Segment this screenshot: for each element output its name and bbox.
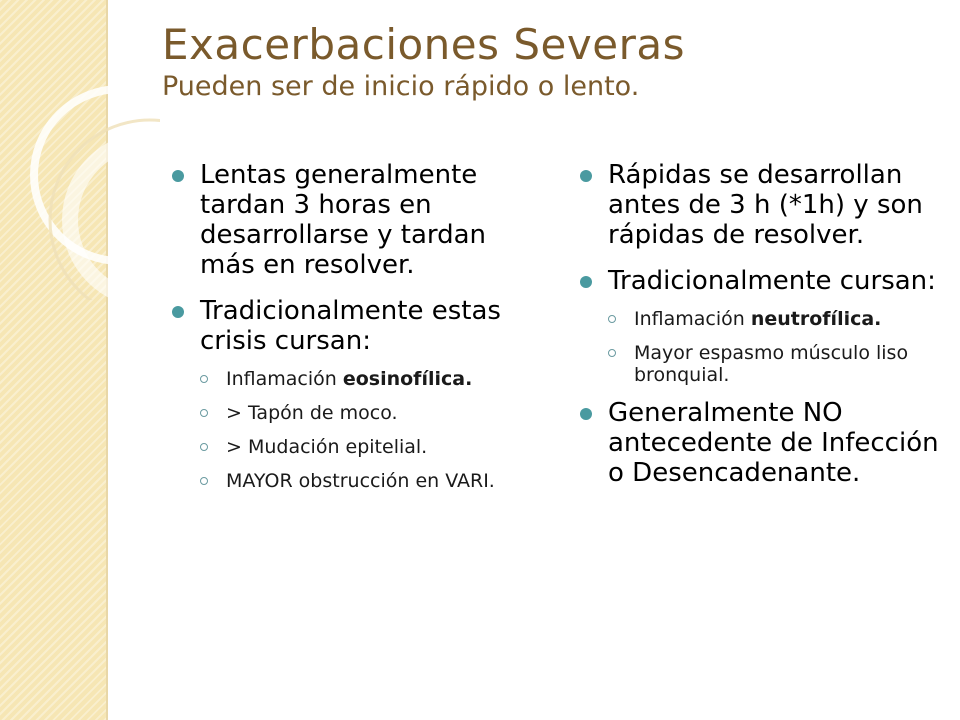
sub-bullet-text: Inflamación	[226, 368, 343, 390]
sub-bullet-text: MAYOR obstrucción en VARI.	[226, 470, 495, 492]
bullet-dot-icon	[172, 306, 184, 318]
slide-subtitle: Pueden ser de inicio rápido o lento.	[162, 71, 640, 102]
bullet-item	[580, 398, 950, 488]
ring-bullet-icon	[200, 375, 208, 383]
sub-bullet-item	[172, 470, 542, 492]
left-column	[172, 160, 542, 504]
sub-bullet-text: Inflamación	[634, 308, 751, 330]
bullet-text: Rápidas se desarrollan antes de 3 h (*1h) y son rápidas de resolver.	[608, 160, 923, 250]
sub-bullet-bold-text: eosinofílica.	[342, 368, 473, 390]
bullet-dot-icon	[580, 408, 592, 420]
ring-bullet-icon	[608, 315, 616, 323]
bullet-item	[172, 296, 542, 356]
decorative-rings	[0, 0, 160, 300]
sub-bullet-bold-text: neutrofílica.	[750, 308, 882, 330]
right-column	[580, 160, 950, 504]
bullet-text: Lentas generalmente tardan 3 horas en desarrollarse y tardan más en resolver.	[200, 160, 487, 280]
bullet-dot-icon	[580, 170, 592, 182]
bullet-item	[172, 160, 542, 280]
bullet-text: Tradicionalmente estas crisis cursan:	[200, 296, 501, 356]
sub-bullet-item	[580, 342, 950, 386]
ring-bullet-icon	[200, 477, 208, 485]
bullet-item	[580, 266, 950, 296]
sub-bullet-item	[172, 402, 542, 424]
bullet-dot-icon	[172, 170, 184, 182]
sub-bullet-text: > Mudación epitelial.	[226, 436, 428, 458]
sub-bullet-text: Mayor espasmo músculo liso bronquial.	[634, 342, 909, 386]
sub-bullet-text: > Tapón de moco.	[226, 402, 398, 424]
bullet-text: Tradicionalmente cursan:	[608, 266, 936, 296]
sub-bullet-item	[580, 308, 950, 330]
slide-title: Exacerbaciones Severas	[162, 20, 685, 69]
ring-bullet-icon	[200, 409, 208, 417]
bullet-text: Generalmente NO antecedente de Infección o Desencadenante.	[608, 398, 939, 488]
ring-bullet-icon	[200, 443, 208, 451]
sub-bullet-item	[172, 368, 542, 390]
sub-bullet-item	[172, 436, 542, 458]
bullet-dot-icon	[580, 276, 592, 288]
ring-bullet-icon	[608, 349, 616, 357]
slide-title-block	[162, 20, 942, 104]
bullet-item	[580, 160, 950, 250]
